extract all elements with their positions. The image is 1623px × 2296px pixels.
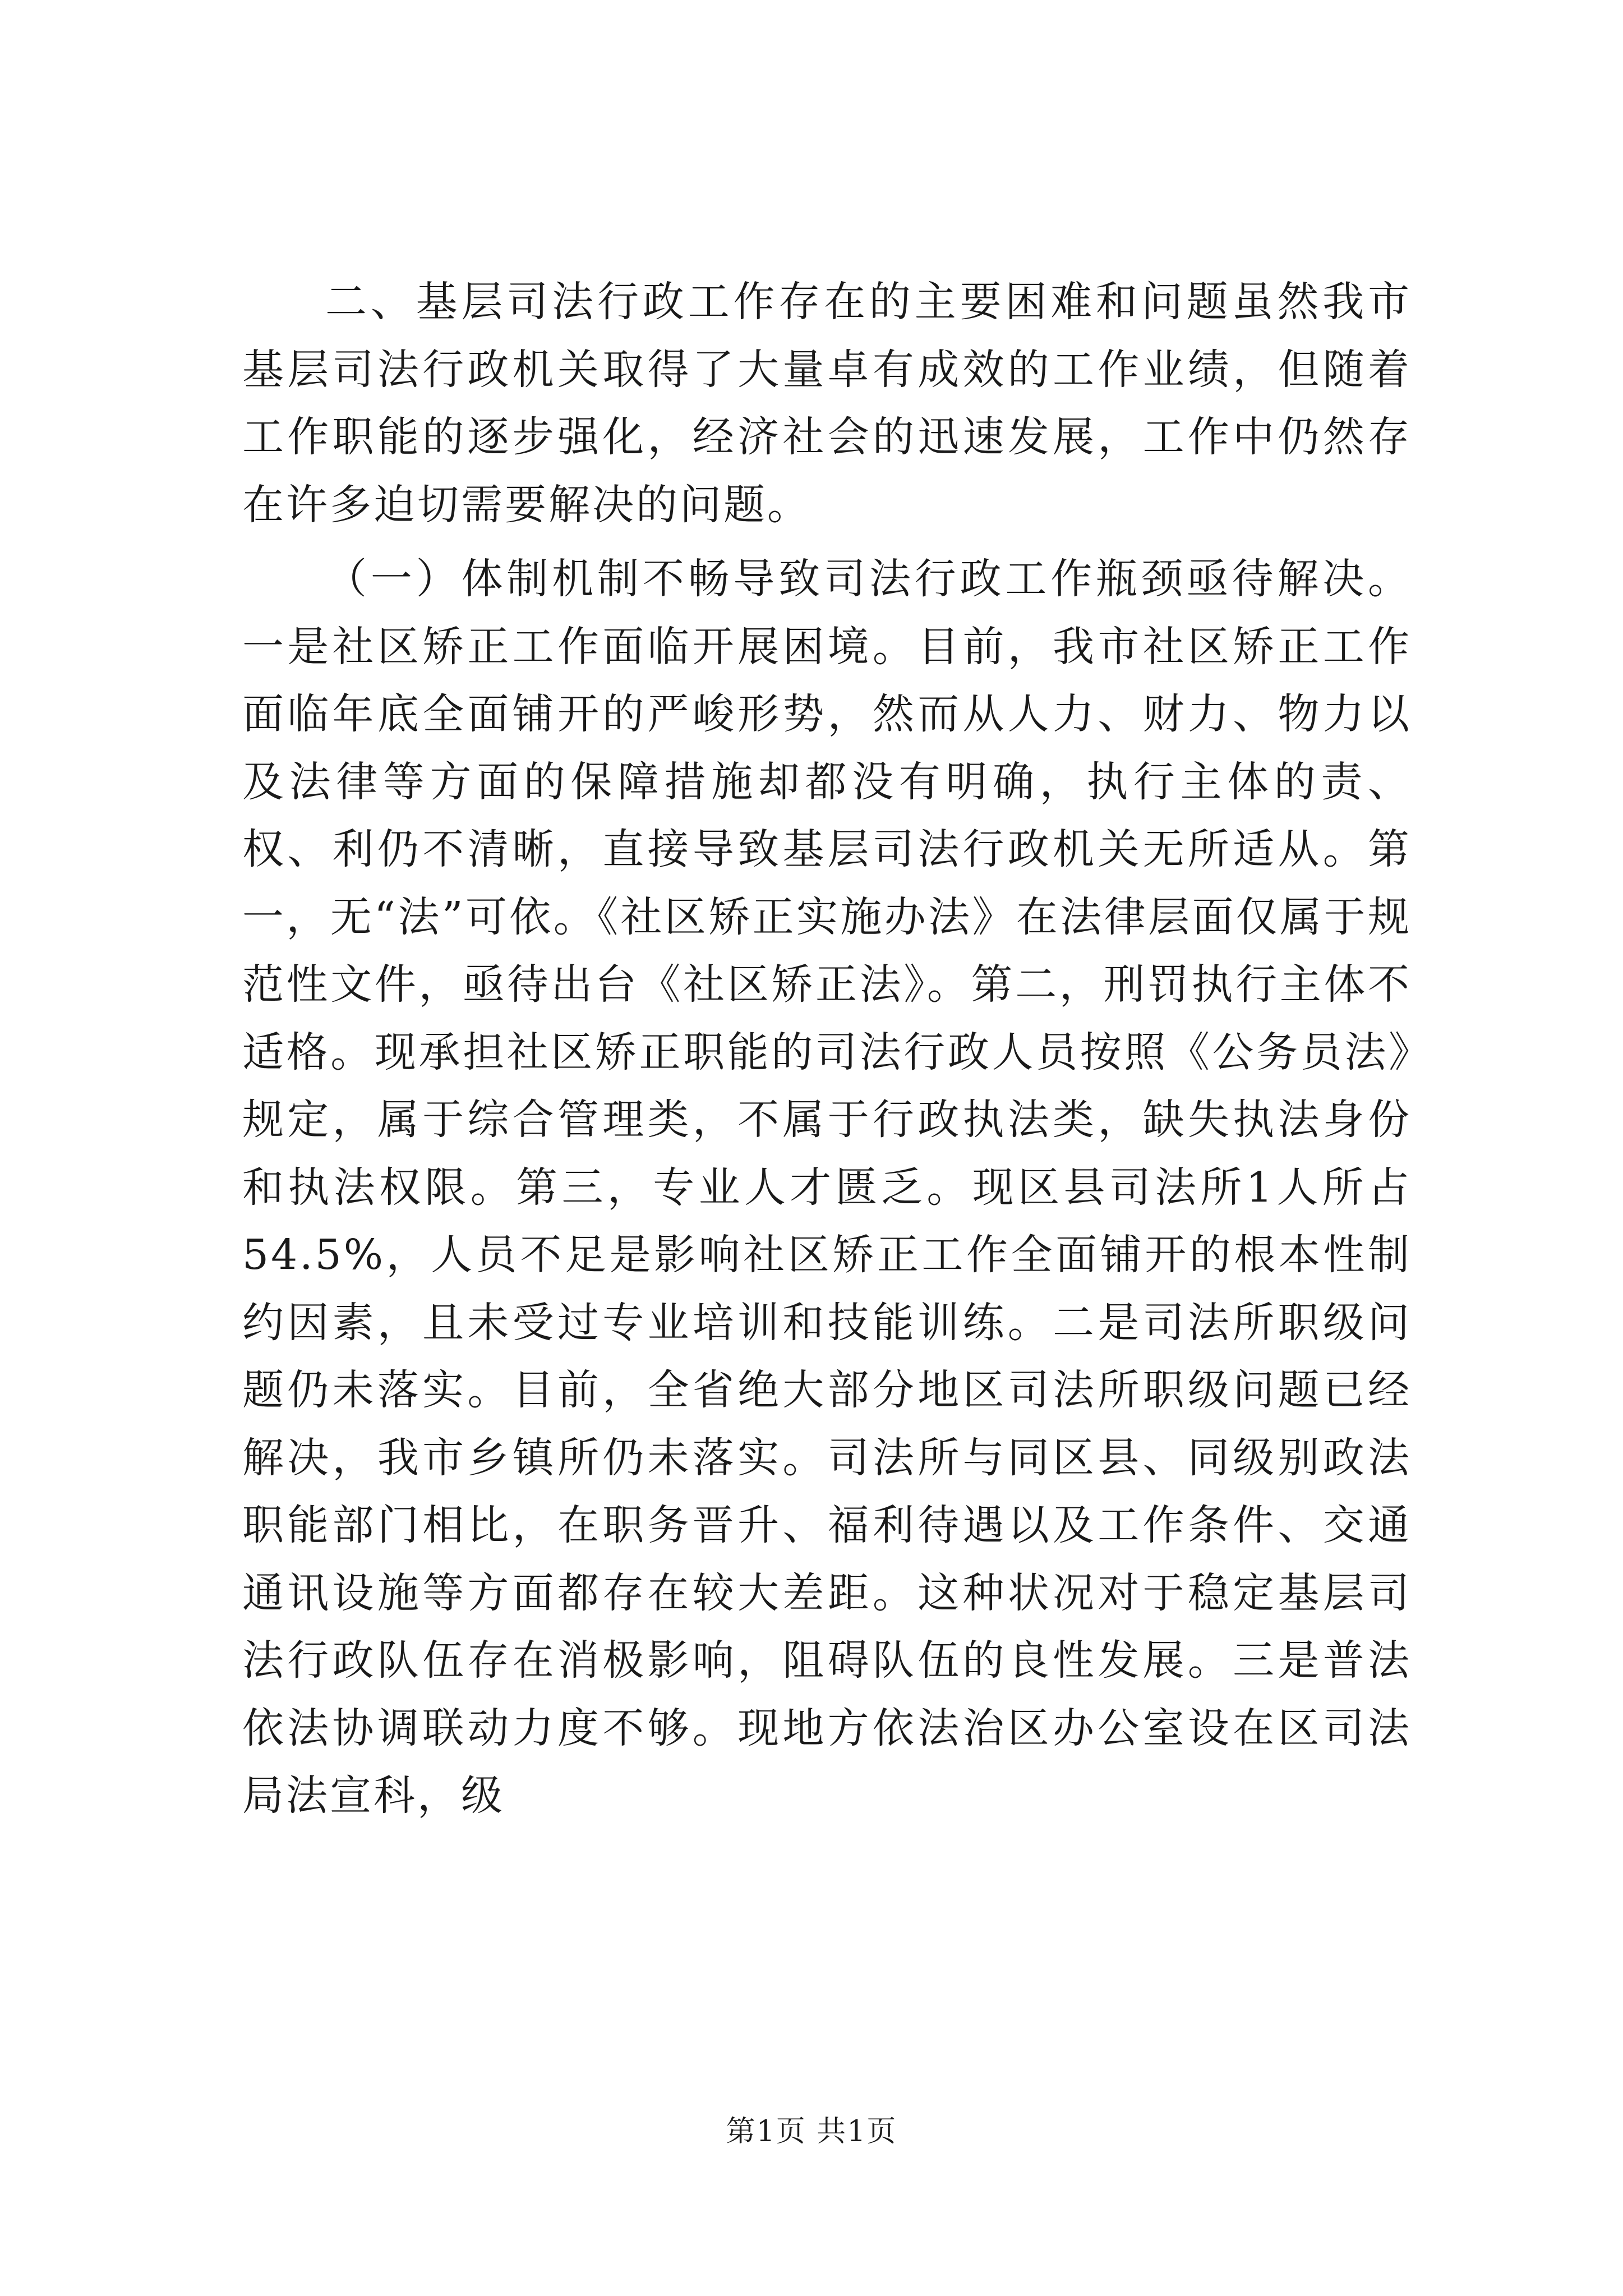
paragraph-section-two: 二、基层司法行政工作存在的主要困难和问题虽然我市基层司法行政机关取得了大量卓有成效的工作业绩，但随着工作职能的逐步强化，经济社会的迅速发展，工作中仍然存在许多迫切需要解决的问题。 [242, 278, 1412, 529]
document-body [242, 268, 1412, 1830]
paragraph-subsection-one: （一）体制机制不畅导致司法行政工作瓶颈亟待解决。一是社区矫正工作面临开展困境。目前，我市社区矫正工作面临年底全面铺开的严峻形势，然而从人力、财力、物力以及法律等方面的保障措施却都没有明确，执行主体的责、权、利仍不清晰，直接导致基层司法行政机关无所适从。第一，无“法”可依。《社区矫正实施办法》在法律层面仅属于规范性文件，亟待出台《社区矫正法》。第二，刑罚执行主体不适格。现承担社区矫正职能的司法行政人员按照《公务员法》规定，属于综合管理类，不属于行政执法类，缺失执法身份和执法权限。第三，专业人才匮乏。现区县司法所1人所占54.5%，人员不足是影响社区矫正工作全面铺开的根本性制约因素，且未受过专业培训和技能训练。二是司法所职级问题仍未落实。目前，全省绝大部分地区司法所职级问题已经解决，我市乡镇所仍未落实。司法所与同区县、同级别政法职能部门相比，在职务晋升、福利待遇以及工作条件、交通通讯设施等方面都存在较大差距。这种状况对于稳定基层司法行政队伍存在消极影响，阻碍队伍的良性发展。三是普法依法协调联动力度不够。现地方依法治区办公室设在区司法局法宣科，级 [242, 555, 1412, 1820]
page-footer: 第1页 共1页 [726, 2115, 897, 2148]
